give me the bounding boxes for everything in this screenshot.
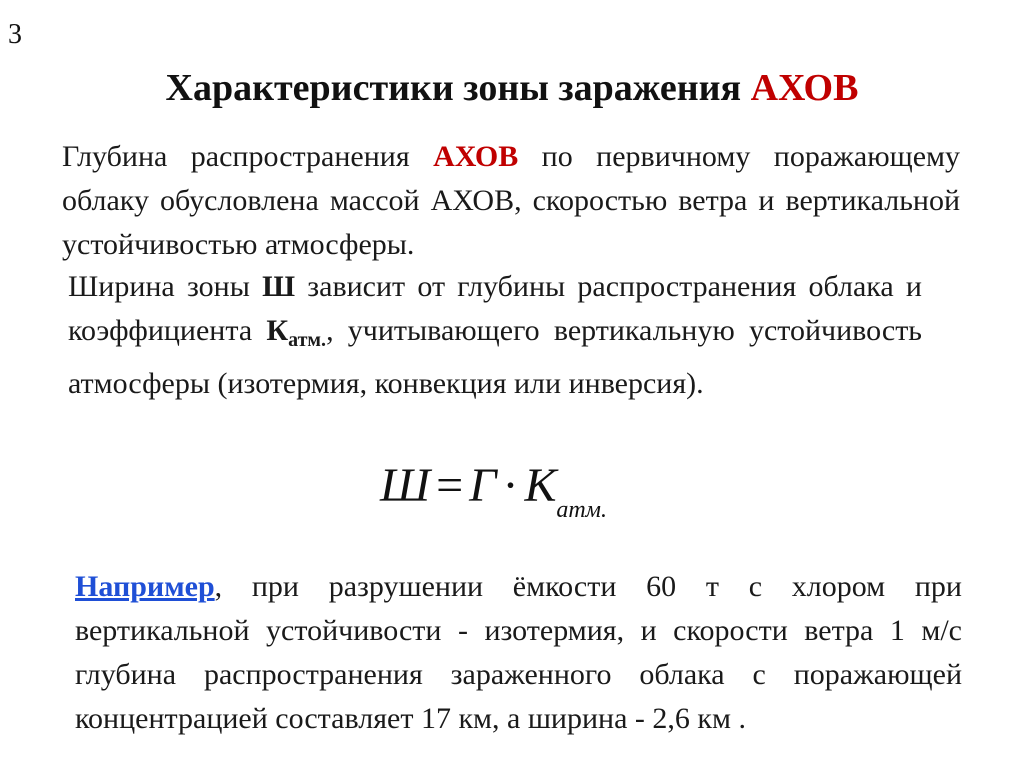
- width-formula: [380, 458, 607, 538]
- paragraph-example-text: , при разрушении ёмкости 60 т с хлором при вертикальной устойчивости - изотермия, и скорости ветра 1 м/с глубина распространения зараженного облака с поражающей концентрацией составляет 17 км, а ширина - 2,6 км .: [75, 570, 962, 735]
- width-symbol: Ш: [262, 270, 296, 303]
- formula-var-k: К: [524, 459, 557, 512]
- example-link[interactable]: Например: [75, 570, 215, 603]
- formula-dot: ·: [502, 459, 519, 512]
- formula-subscript: атм.: [556, 497, 607, 523]
- formula-equals: =: [436, 459, 464, 512]
- title-highlight: АХОВ: [750, 67, 859, 109]
- paragraph-width-text-1: Ширина зоны: [68, 270, 263, 303]
- paragraph-width: [68, 265, 922, 406]
- page-title: [0, 66, 1024, 110]
- paragraph-width-text-3: , учитывающего вертикальную устойчивость атмосферы (изотермия, конвекция или инверсия).: [68, 314, 922, 400]
- paragraph-example: [75, 565, 962, 741]
- paragraph-depth-highlight: АХОВ: [433, 140, 519, 173]
- formula-lhs: Ш: [380, 459, 431, 512]
- paragraph-depth-text-1: Глубина распространения: [62, 140, 434, 173]
- formula-var-g: Г: [469, 459, 497, 512]
- coefficient-symbol: К: [266, 314, 289, 347]
- coefficient-subscript: атм.: [288, 329, 327, 351]
- paragraph-depth: [62, 135, 960, 267]
- paragraph-depth-text-2: по первичному поражающему облаку обусловлена массой АХОВ, скоростью ветра и вертикальной устойчивостью атмосферы.: [62, 140, 961, 261]
- paragraph-width-text-2: зависит от глубины распространения облака и коэффициента: [68, 270, 922, 347]
- title-text: Характеристики зоны заражения: [165, 67, 751, 109]
- slide-number: 3: [8, 19, 22, 50]
